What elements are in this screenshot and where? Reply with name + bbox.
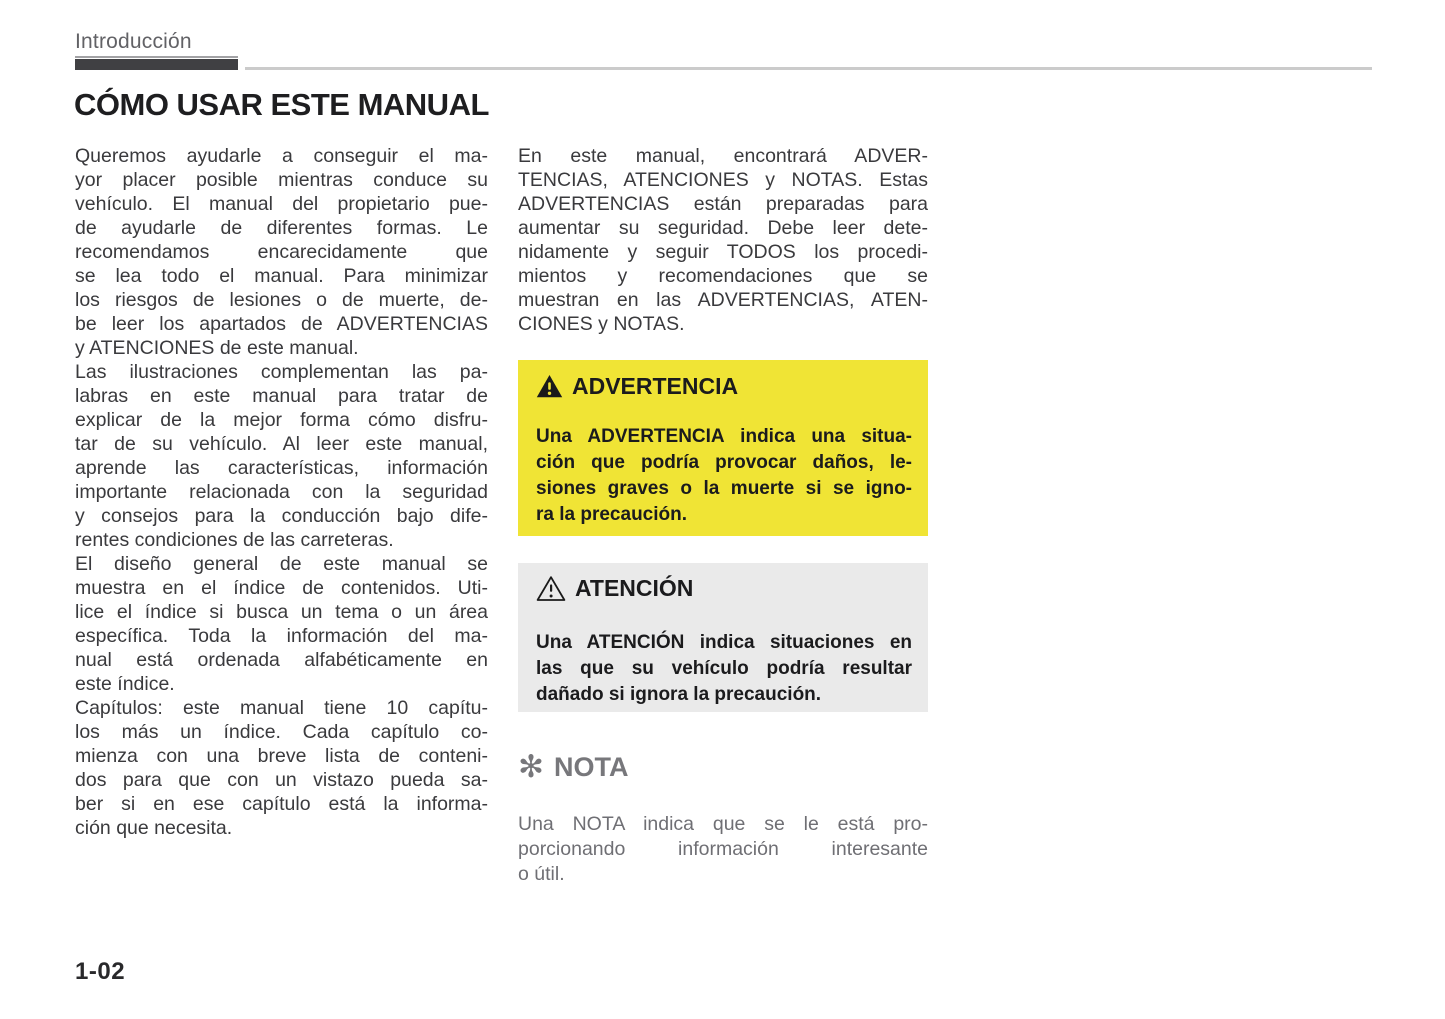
- paragraph-layout: El diseño general de este manual se muestra en el índice de contenidos. Uti- lice el índice si busca un tema o un área específica. Toda la información del ma- nual está ordenada alfabéticamente en este índice.: [75, 553, 488, 695]
- atencion-text: Una ATENCIÓN indica situaciones en las que su vehículo podría resultar dañado si ignora la precaución.: [536, 632, 912, 705]
- advertencia-box: [518, 360, 928, 536]
- right-column: [518, 144, 928, 887]
- warning-triangle-filled-icon: [536, 374, 563, 399]
- breadcrumb-section-label: Introducción: [75, 30, 192, 53]
- advertencia-text: Una ADVERTENCIA indica una situa- ción que podría provocar daños, le- siones graves o la muerte si se igno- ra la precaución.: [536, 426, 912, 525]
- atencion-box: [518, 563, 928, 712]
- page-number: 1-02: [75, 958, 126, 985]
- advertencia-title-row: [536, 373, 912, 400]
- nota-section: [518, 749, 928, 887]
- advertencia-title: ADVERTENCIA: [572, 373, 739, 399]
- paragraph-intro: Queremos ayudarle a conseguir el ma- yor placer posible mientras conduce su vehículo. El manual del propietario pue- de ayudarle de diferentes formas. Le recomendamos encarecidamente que se lea todo el manual. Para minimizar los riesgos de lesiones o de muerte, de- be leer los apartados de ADVERTENCIAS y ATENCIONES de este manual.: [75, 145, 488, 359]
- paragraph-warnings-intro: En este manual, encontrará ADVER- TENCIAS, ATENCIONES y NOTAS. Estas ADVERTENCIAS están preparadas para aumentar su seguridad. Debe leer dete- nidamente y seguir TODOS los procedi- mientos y recomendaciones que se muestran en las ADVERTENCIAS, ATEN- CIONES y NOTAS.: [518, 145, 928, 335]
- atencion-title-row: [536, 575, 912, 602]
- nota-title-row: [518, 749, 928, 785]
- paragraph-illustrations: Las ilustraciones complementan las pa- labras en este manual para tratar de explicar de la mejor forma cómo disfru- tar de su vehículo. Al leer este manual, aprende las características, información importante relacionada con la seguridad y consejos para la conducción bajo dife- rentes condiciones de las carreteras.: [75, 361, 488, 551]
- left-column: [75, 144, 488, 840]
- section-tab-bar: [75, 59, 238, 70]
- paragraph-chapters: Capítulos: este manual tiene 10 capítu- los más un índice. Cada capítulo co- mienza con una breve lista de conteni- dos para que con un vistazo pueda sa- ber si en ese capítulo está la informa- ción que necesita.: [75, 697, 488, 839]
- header-rule: [245, 67, 1372, 70]
- nota-title: NOTA: [553, 752, 629, 782]
- section-label-underline: [75, 56, 238, 58]
- nota-text: Una NOTA indica que se le está pro- porcionando información interesante o útil.: [518, 813, 928, 885]
- asterisk-icon: ✻: [518, 749, 544, 785]
- warning-triangle-outline-icon: [536, 575, 566, 602]
- page-title: CÓMO USAR ESTE MANUAL: [74, 87, 489, 122]
- atencion-title: ATENCIÓN: [575, 575, 694, 601]
